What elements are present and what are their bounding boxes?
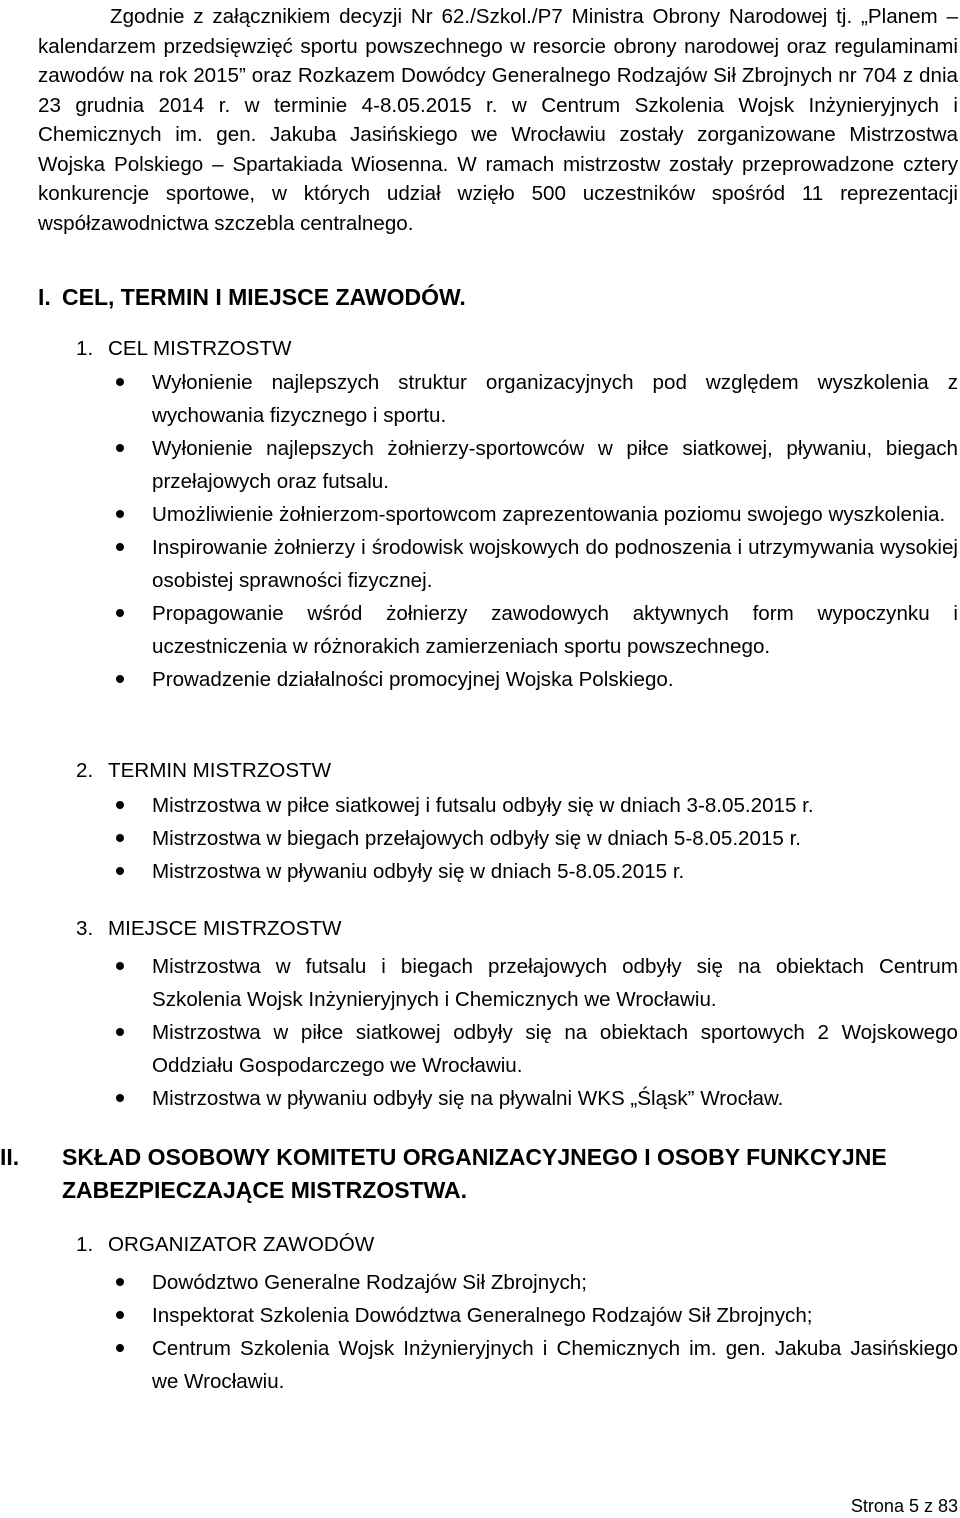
list-item: Prowadzenie działalności promocyjnej Wojska Polskiego. bbox=[38, 663, 958, 696]
bullet-icon bbox=[116, 609, 124, 617]
subsection-termin-heading bbox=[76, 756, 331, 786]
section-2-title: SKŁAD OSOBOWY KOMITETU ORGANIZACYJNEGO I OSOBY FUNKCYJNE ZABEZPIECZAJĄCE MISTRZOSTWA. bbox=[62, 1144, 887, 1203]
subsection-miejsce-heading bbox=[76, 914, 341, 944]
list-item: Mistrzostwa w pływaniu odbyły się na pływalni WKS „Śląsk” Wrocław. bbox=[38, 1082, 958, 1115]
list-item: Wyłonienie najlepszych struktur organizacyjnych pod względem wyszkolenia z wychowania fizycznego i sportu. bbox=[38, 366, 958, 432]
subsection-number: 3. bbox=[76, 917, 94, 940]
bullet-icon bbox=[116, 1344, 124, 1352]
list-item: Dowództwo Generalne Rodzajów Sił Zbrojnych; bbox=[38, 1266, 958, 1299]
subsection-cel-heading bbox=[76, 334, 291, 364]
intro-text: Zgodnie z załącznikiem decyzji Nr 62./Szkol./P7 Ministra Obrony Narodowej tj. „Planem – kalendarzem przedsięwzięć sportu powszechnego w resorcie obrony narodowej oraz regulaminami zawodów na rok 2015” oraz Rozkazem Dowódcy Generalnego Rodzajów Sił Zbrojnych nr 704 z dnia 23 grudnia 2014 r. w terminie 4-8.05.2015 r. w Centrum Szkolenia Wojsk Inżynieryjnych i Chemicznych im. gen. Jakuba Jasińskiego we Wrocławiu zostały zorganizowane Mistrzostwa Wojska Polskiego – Spartakiada Wiosenna. W ramach mistrzostw zostały przeprowadzone cztery konkurencje sportowe, w których udział wzięło 500 uczestników spośród 11 reprezentacji współzawodnictwa szczebla centralnego. bbox=[38, 5, 958, 235]
subsection-title: ORGANIZATOR ZAWODÓW bbox=[108, 1233, 375, 1256]
section-1-title: CEL, TERMIN I MIEJSCE ZAWODÓW. bbox=[62, 284, 466, 310]
bullet-icon bbox=[116, 543, 124, 551]
bullet-icon bbox=[116, 1094, 124, 1102]
list-item: Mistrzostwa w pływaniu odbyły się w dniach 5-8.05.2015 r. bbox=[38, 855, 958, 888]
section-1-number: I. bbox=[38, 284, 51, 310]
list-item: Mistrzostwa w biegach przełajowych odbyły się w dniach 5-8.05.2015 r. bbox=[38, 822, 958, 855]
subsection-title: CEL MISTRZOSTW bbox=[108, 337, 292, 360]
bullet-icon bbox=[116, 444, 124, 452]
bullet-icon bbox=[116, 510, 124, 518]
bullet-icon bbox=[116, 1028, 124, 1036]
bullet-icon bbox=[116, 1311, 124, 1319]
subsection-number: 1. bbox=[76, 1233, 94, 1256]
subsection-number: 2. bbox=[76, 759, 94, 782]
section-2-heading bbox=[0, 1141, 958, 1211]
bullet-icon bbox=[116, 378, 124, 386]
subsection-title: MIEJSCE MISTRZOSTW bbox=[108, 917, 342, 940]
list-item: Inspektorat Szkolenia Dowództwa Generalnego Rodzajów Sił Zbrojnych; bbox=[38, 1299, 958, 1332]
page-number: Strona 5 z 83 bbox=[850, 1496, 958, 1516]
list-item: Inspirowanie żołnierzy i środowisk wojskowych do podnoszenia i utrzymywania wysokiej osobistej sprawności fizycznej. bbox=[38, 531, 958, 597]
list-item: Umożliwienie żołnierzom-sportowcom zaprezentowania poziomu swojego wyszkolenia. bbox=[38, 498, 958, 531]
subsection-number: 1. bbox=[76, 337, 94, 360]
subsection-organizator-heading bbox=[76, 1230, 374, 1260]
list-item: Mistrzostwa w futsalu i biegach przełajowych odbyły się na obiektach Centrum Szkolenia Wojsk Inżynieryjnych i Chemicznych we Wrocławiu. bbox=[38, 950, 958, 1016]
miejsce-list bbox=[38, 950, 958, 1115]
subsection-title: TERMIN MISTRZOSTW bbox=[108, 759, 332, 782]
organizator-list bbox=[38, 1266, 958, 1398]
termin-list bbox=[38, 789, 958, 888]
bullet-icon bbox=[116, 801, 124, 809]
bullet-icon bbox=[116, 962, 124, 970]
bullet-icon bbox=[116, 834, 124, 842]
bullet-icon bbox=[116, 675, 124, 683]
list-item: Propagowanie wśród żołnierzy zawodowych aktywnych form wypoczynku i uczestniczenia w różnorakich zamierzeniach sportu powszechnego. bbox=[38, 597, 958, 663]
bullet-icon bbox=[116, 867, 124, 875]
list-item: Mistrzostwa w piłce siatkowej i futsalu odbyły się w dniach 3-8.05.2015 r. bbox=[38, 789, 958, 822]
list-item: Centrum Szkolenia Wojsk Inżynieryjnych i Chemicznych im. gen. Jakuba Jasińskiego we Wrocławiu. bbox=[38, 1332, 958, 1398]
intro-paragraph bbox=[38, 2, 958, 238]
list-item: Mistrzostwa w piłce siatkowej odbyły się na obiektach sportowych 2 Wojskowego Oddziału Gospodarczego we Wrocławiu. bbox=[38, 1016, 958, 1082]
cel-list bbox=[38, 366, 958, 696]
list-item: Wyłonienie najlepszych żołnierzy-sportowców w piłce siatkowej, pływaniu, biegach przełajowych oraz futsalu. bbox=[38, 432, 958, 498]
bullet-icon bbox=[116, 1278, 124, 1286]
section-2-number: II. bbox=[0, 1144, 20, 1170]
